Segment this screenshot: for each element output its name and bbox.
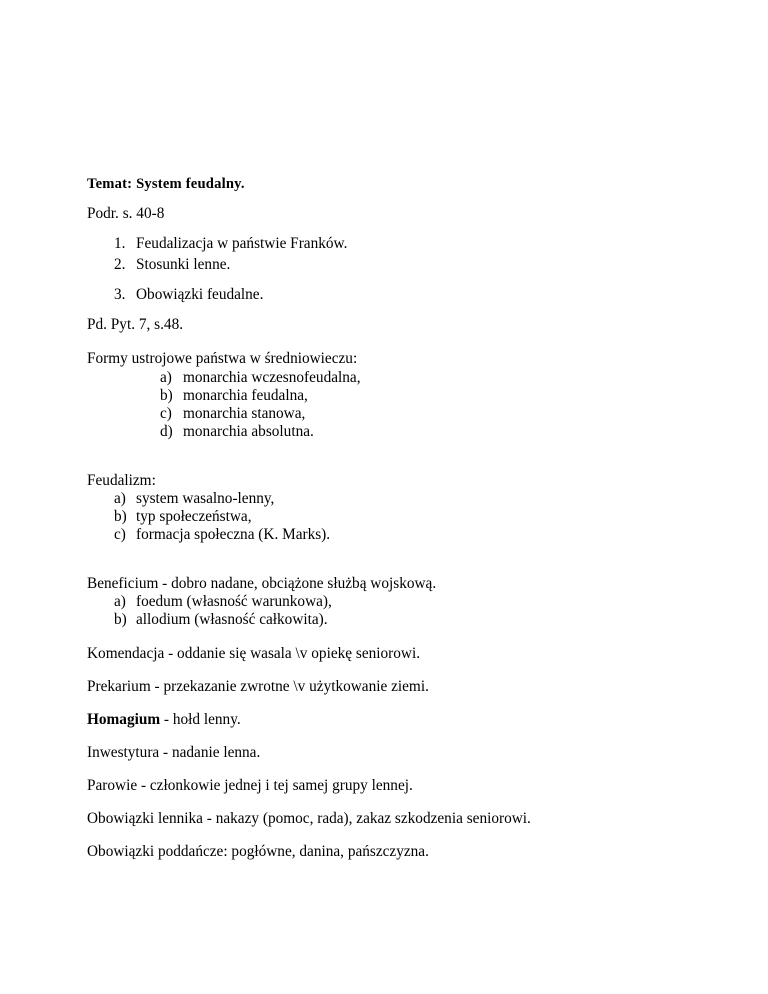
term-homagium: Homagium (87, 711, 161, 728)
definition-komendacja: Komendacja - oddanie się wasala \v opiekę seniorowi. (87, 645, 421, 662)
list-marker: a) (160, 369, 172, 386)
list-item-text: monarchia absolutna. (183, 423, 314, 440)
definition-obowiazki-poddancze: Obowiązki poddańcze: pogłówne, danina, pańszczyzna. (87, 843, 429, 860)
definition-obowiazki-lennika: Obowiązki lennika - nakazy (pomoc, rada), zakaz szkodzenia seniorowi. (87, 810, 531, 827)
list-marker: b) (114, 611, 127, 628)
list-item-text: monarchia feudalna, (183, 387, 308, 404)
list-marker: 3. (114, 286, 126, 303)
list-marker: a) (114, 593, 126, 610)
list-marker: c) (114, 526, 126, 543)
definition-homagium (87, 711, 241, 729)
list-item-text: formacja społeczna (K. Marks). (136, 526, 331, 543)
list-marker: a) (114, 490, 126, 507)
section-heading: Beneficium - dobro nadane, obciążone służbą wojskową. (87, 575, 437, 592)
definition-text: - hołd lenny. (160, 711, 241, 728)
list-marker: d) (160, 423, 173, 440)
list-marker: b) (160, 387, 173, 404)
list-marker: 1. (114, 235, 126, 252)
list-item-text: typ społeczeństwa, (136, 508, 252, 525)
list-item-text: Feudalizacja w państwie Franków. (136, 235, 348, 252)
list-item-text: system wasalno-lenny, (136, 490, 275, 507)
list-item-text: monarchia wczesnofeudalna, (183, 369, 361, 386)
definition-prekarium: Prekarium - przekazanie zwrotne \v użytkowanie ziemi. (87, 678, 429, 695)
list-item-text: Stosunki lenne. (136, 256, 231, 273)
list-item-text: monarchia stanowa, (183, 405, 306, 422)
section-heading: Feudalizm: (87, 472, 156, 489)
list-item-text: Obowiązki feudalne. (136, 286, 264, 303)
list-marker: c) (160, 405, 172, 422)
list-marker: b) (114, 508, 127, 525)
page-title: Temat: System feudalny. (87, 176, 245, 192)
list-item-text: foedum (własność warunkowa), (136, 593, 332, 610)
homework-note: Pd. Pyt. 7, s.48. (87, 316, 184, 333)
list-item-text: allodium (własność całkowita). (136, 611, 328, 628)
definition-inwestytura: Inwestytura - nadanie lenna. (87, 744, 261, 761)
section-heading: Formy ustrojowe państwa w średniowieczu: (87, 350, 358, 367)
definition-parowie: Parowie - członkowie jednej i tej samej grupy lennej. (87, 777, 413, 794)
list-marker: 2. (114, 256, 126, 273)
textbook-reference: Podr. s. 40-8 (87, 205, 165, 222)
